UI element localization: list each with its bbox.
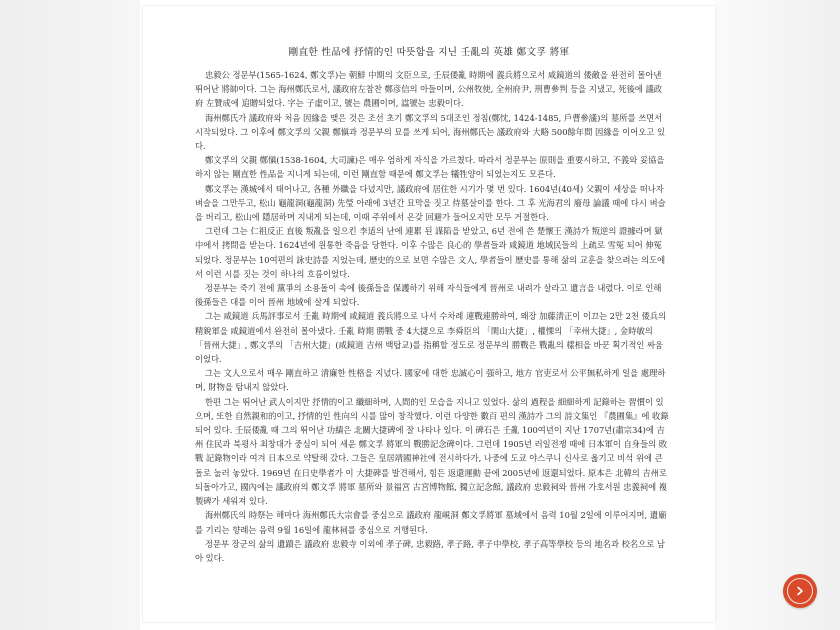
paragraph: 정문부는 죽기 전에 黨爭의 소용돌이 속에 後孫들을 保護하기 위해 자식들에게 晉州로 내려가 살라고 遺言을 내렸다. 이로 인해 後孫들은 대를 이어 晉州 地域에 살게 되었다.	[195, 283, 662, 308]
paragraph: 海州鄭氏가 議政府와 처음 因緣을 맺은 것은 조선 초기 鄭文孚의 5대조인 정침(鄭忱, 1424-1485, 戶曹參議)의 墓所를 쓰면서 시작되었다. 그 이후에 鄭文孚의 父親 鄭愼과 정문부의 묘를 쓰게 되어, 海州鄭氏는 議政府와 大略 500餘年間 因緣을 이어오고 있다.	[195, 112, 665, 152]
paragraph: 한편 그는 뛰어난 武人이지만 抒情的이고 纖細하며, 人間的인 모습을 지니고 있었다. 삶의 過程을 細細하게 記錄하는 習慣이 있으며, 또한 自然親和的이고, 抒情的인 性向의 시를 많이 창작했다. 이런 다양한 數百 편의 漢詩가 그의 詩文集인 『農圃集』에 收錄되어 있다. 壬辰倭亂 때 그의 뛰어난 功績은 北關大捷碑에 잘 나타나 있다. 이 碑石은 壬亂 100여년이 지난 1707년(肅宗34)에 吉州 住民과 북평사 최창대가 중심이 되어 세운 鄭文孚 將軍의 戰勝記念碑이다. 그런데 1905년 러일전쟁 때에 日本軍이 自身들의 敗戰 記錄物이라 여겨 日本으로 약탈해 갔다. 그들은 皇居靖國神社에 전시하다가, 나중에 도쿄 야스쿠니 신사로 옮기고 비석 위에 큰 돌로 눌러 놓았다. 1969년 在日史學者가 이 大捷碑를 발견해서, 힘든 返還運動 끝에 2005년에 返還되었다. 原本은 北韓의 吉州로 되돌아가고, 國內에는 議政府의 鄭文孚 將軍 墓所와 景福宮 古宮博物館, 獨立記念館, 議政府 忠毅祠와 晉州 가호서원 忠義祠에 複製碑가 세워져 있다.	[195, 396, 669, 507]
paragraph: 忠毅公 정문부(1565-1624, 鄭文孚)는 朝鮮 中期의 文臣으로, 壬辰倭亂 時期에 義兵將으로서 咸鏡道의 倭敵을 완전히 몰아낸 뛰어난 將帥이다. 그는 海州鄭氏로서, 議政府左참찬 鄭彦信의 아들이며, 公州牧使, 全州府尹, 刑曹參判 등을 지냈고, 死後에 議政府 左贊成에 追贈되었다. 字는 子虛이고, 號는 農圃이며, 諡號는 忠毅이다.	[195, 70, 663, 109]
next-slide-ring	[787, 578, 813, 604]
paragraph: 그런데 그는 仁祖反正 直後 叛亂을 일으킨 李适의 난에 連累 된 謀陷을 받았고, 6년 전에 쓴 楚懷王 漢詩가 叛逆의 證據라며 獄中에서 拷問을 받는다. 1624년에 원통한 죽음을 당한다. 이후 수많은 良心的 學者들과 咸鏡道 地域民들의 上疏로 雪冤 되어 伸冤되었다. 정문부는 10여편의 詠史詩를 지었는데, 歷史的으로 보면 수많은 文人, 學者들이 歷史를 통해 삶의 교훈을 찾으려는 의도에서 이런 시를 짓는 것이 하나의 흐름이었다.	[195, 226, 666, 279]
document-body	[195, 68, 669, 565]
paragraph: 그는 文人으로서 매우 剛直하고 清廉한 性格을 지녔다. 國家에 대한 忠誠心이 强하고, 地方 官吏로서 公平無私하게 일을 處理하며, 財物을 탐내지 않았다.	[195, 368, 666, 393]
paragraph: 鄭文孚는 漢城에서 태어나고, 各種 外職을 다녔지만, 議政府에 居住한 시기가 몇 번 있다. 1604년(40세) 父親이 세상을 떠나자 벼슬을 그만두고, 松山 龜龍洞(龜龍洞) 先瑩 아래에 3년간 묘막을 짓고 侍墓살이를 한다. 그 후 光海君의 廢母 論議 때에 다시 벼슬을 버리고, 松山에 隱居하며 지내게 되는데, 이때 주위에서 온갖 回避가 들어오지만 모두 거절한다.	[195, 183, 666, 223]
paragraph: 그는 咸鏡道 兵馬評事로서 壬亂 時期에 咸鏡道 義兵將으로 나서 수차례 連戰連勝하여, 왜장 加藤淸正이 이끄는 2만 2천 倭兵의 精銳軍을 咸鏡道에서 완전히 몰아냈다. 壬亂 時期 勝戰 중 4大捷으로 李舜臣의 「閑山大捷」, 權慄의 「幸州大捷」, 金時敏의 「晉州大捷」, 鄭文孚의 「吉州大捷」(咸鏡道 吉州 백탑교)를 指稱할 정도로 정문부의 勝戰은 戰亂의 樣相을 바꾼 획기적인 싸움이었다.	[195, 311, 667, 365]
presentation-left-margin	[0, 0, 140, 630]
paragraph: 海州鄭氏의 時祭는 해마다 海州鄭氏大宗會를 중심으로 議政府 龍峴洞 鄭文孚將軍 墓域에서 음력 10월 2일에 이루어지며, 遺廟를 기리는 향례는 음력 9월 16일에 龍林祠를 중심으로 거행된다.	[195, 510, 667, 535]
next-slide-button[interactable]	[783, 574, 817, 608]
chevron-right-icon	[795, 586, 805, 596]
document-page	[143, 6, 715, 622]
paragraph: 정문부 장군의 삶의 遺蹟은 議政府 忠毅寺 이외에 孝子碑, 忠毅路, 孝子路, 孝子中學校, 孝子高等學校 등의 地名과 校名으로 남아 있다.	[195, 538, 665, 563]
document-title: 剛直한 性品에 抒情的인 따뜻함을 지닌 壬亂의 英雄 鄭文孚 將軍	[288, 47, 570, 58]
presentation-right-margin	[715, 0, 840, 630]
paragraph: 鄭文孚의 父親 鄭愼(1538-1604, 大司諫)은 매우 엄하게 자식을 가르쳤다. 따라서 정문부는 原則을 重要시하고, 不義와 妥協을 하지 않는 剛直한 性品을 지니게 되는데, 이런 剛直함 때문에 鄭文孚는 犧牲양이 되었는지도 모른다.	[195, 155, 665, 180]
